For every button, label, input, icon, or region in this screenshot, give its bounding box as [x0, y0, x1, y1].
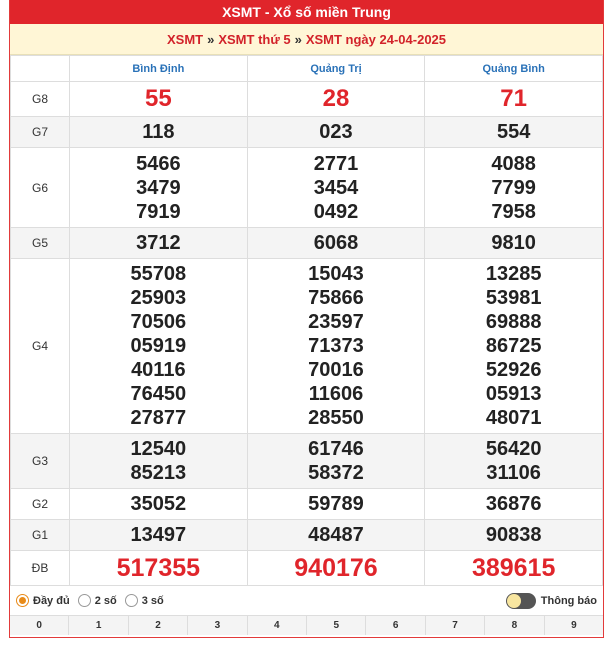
- prize-number: 55: [144, 85, 172, 112]
- prize-number: 023: [319, 121, 353, 143]
- radio-full[interactable]: [16, 594, 70, 607]
- province-header[interactable]: Bình Định: [70, 56, 248, 82]
- prize-cell: [425, 551, 603, 586]
- results-panel: [9, 0, 604, 638]
- prize-cell: [70, 228, 248, 259]
- prize-cell: [247, 434, 425, 489]
- province-header[interactable]: Quảng Bình: [425, 56, 603, 82]
- prize-label: G7: [11, 117, 70, 148]
- province-header-row: [11, 56, 603, 82]
- prize-cell: [425, 489, 603, 520]
- prize-number: 15043: [308, 263, 364, 285]
- prize-number: 7919: [136, 200, 181, 223]
- digit-filter-5[interactable]: 5: [307, 616, 366, 635]
- radio-dot-icon: [125, 594, 138, 607]
- prize-number: 7958: [491, 200, 536, 223]
- prize-number: 517355: [116, 554, 201, 582]
- prize-number: 56420: [485, 438, 542, 460]
- prize-number: 9810: [491, 232, 536, 254]
- radio-3-digits[interactable]: [125, 594, 164, 607]
- prize-number: 05919: [130, 335, 187, 357]
- prize-label: G2: [11, 489, 70, 520]
- prize-row: [11, 520, 603, 551]
- prize-number: 13285: [485, 263, 542, 285]
- prize-label: G5: [11, 228, 70, 259]
- digit-filter-7[interactable]: 7: [426, 616, 485, 635]
- prize-number: 36876: [485, 493, 542, 515]
- radio-label: Đầy đủ: [33, 594, 70, 607]
- prize-number: 118: [142, 121, 175, 143]
- prize-number: 70506: [130, 311, 187, 333]
- prize-cell: [425, 434, 603, 489]
- prize-cell: [247, 82, 425, 117]
- prize-number: 69888: [485, 311, 542, 333]
- prize-number: 6068: [313, 232, 359, 254]
- breadcrumb-xsmt-thu5[interactable]: XSMT thứ 5: [218, 32, 291, 47]
- prize-number: 389615: [471, 554, 556, 582]
- breadcrumb: [10, 24, 603, 55]
- prize-cell: [70, 551, 248, 586]
- prize-label: ĐB: [11, 551, 70, 586]
- prize-number: 90838: [485, 524, 542, 546]
- prize-number: 59789: [308, 493, 364, 515]
- empty-header-cell: [11, 56, 70, 82]
- radio-label: 3 số: [141, 594, 164, 607]
- prize-cell: [425, 259, 603, 434]
- prize-number: 3479: [136, 176, 181, 199]
- prize-number: 55708: [130, 263, 187, 285]
- prize-cell: [425, 117, 603, 148]
- radio-dot-icon: [78, 594, 91, 607]
- prize-cell: [425, 520, 603, 551]
- digit-filter-9[interactable]: 9: [545, 616, 603, 635]
- prize-cell: [247, 551, 425, 586]
- prize-number: 35052: [130, 493, 187, 515]
- prize-cell: [70, 82, 248, 117]
- page-title: XSMT - Xổ số miền Trung: [10, 0, 603, 24]
- prize-number: 05913: [485, 383, 542, 405]
- prize-number: 27877: [130, 407, 187, 429]
- prize-number: 25903: [130, 287, 187, 309]
- prize-number: 53981: [485, 287, 542, 309]
- digit-filter-6[interactable]: 6: [366, 616, 425, 635]
- prize-number: 71373: [308, 335, 364, 357]
- digit-filter-0[interactable]: 0: [10, 616, 69, 635]
- prize-row: [11, 434, 603, 489]
- prize-number: 940176: [294, 554, 378, 582]
- prize-number: 75866: [308, 287, 364, 309]
- prize-cell: [70, 434, 248, 489]
- prize-number: 11606: [308, 383, 364, 405]
- prize-number: 52926: [485, 359, 542, 381]
- prize-number: 58372: [308, 462, 364, 484]
- prize-label: G3: [11, 434, 70, 489]
- prize-row: [11, 259, 603, 434]
- prize-row: [11, 228, 603, 259]
- toggle-label: Thông báo: [540, 595, 597, 607]
- prize-cell: [247, 259, 425, 434]
- prize-cell: [70, 148, 248, 228]
- prize-label: G6: [11, 148, 70, 228]
- prize-number: 28550: [308, 407, 364, 429]
- digit-filter-3[interactable]: 3: [188, 616, 247, 635]
- prize-number: 554: [496, 121, 531, 143]
- prize-number: 48071: [485, 407, 542, 429]
- prize-number: 48487: [308, 524, 364, 546]
- prize-cell: [70, 259, 248, 434]
- prize-number: 76450: [130, 383, 187, 405]
- prize-cell: [425, 82, 603, 117]
- breadcrumb-xsmt-date[interactable]: XSMT ngày 24-04-2025: [305, 32, 447, 47]
- radio-label: 2 số: [94, 594, 117, 607]
- prize-number: 13497: [130, 524, 187, 546]
- toggle-switch-icon[interactable]: [506, 593, 536, 609]
- prize-cell: [70, 489, 248, 520]
- results-table: [10, 55, 603, 586]
- prize-label: G1: [11, 520, 70, 551]
- prize-row: [11, 117, 603, 148]
- breadcrumb-xsmt[interactable]: XSMT: [166, 32, 204, 47]
- prize-number: 70016: [308, 359, 364, 381]
- prize-cell: [247, 117, 425, 148]
- prize-number: 40116: [131, 359, 186, 381]
- prize-cell: [70, 520, 248, 551]
- digit-filter-1[interactable]: 1: [69, 616, 128, 635]
- prize-number: 7799: [491, 176, 536, 199]
- prize-label: G8: [11, 82, 70, 117]
- prize-number: 71: [500, 85, 527, 112]
- digit-filter-2[interactable]: 2: [129, 616, 188, 635]
- prize-number: 23597: [308, 311, 364, 333]
- radio-2-digits[interactable]: [78, 594, 117, 607]
- prize-row: [11, 551, 603, 586]
- prize-cell: [247, 228, 425, 259]
- digit-filter-bar: [10, 616, 603, 635]
- prize-number: 3454: [313, 176, 359, 199]
- prize-number: 3712: [136, 232, 181, 254]
- province-header[interactable]: Quảng Trị: [247, 56, 425, 82]
- digit-filter-8[interactable]: 8: [485, 616, 544, 635]
- prize-row: [11, 82, 603, 117]
- prize-cell: [247, 520, 425, 551]
- prize-row: [11, 148, 603, 228]
- prize-number: 5466: [136, 152, 181, 175]
- breadcrumb-separator: »: [294, 32, 302, 47]
- prize-number: 86725: [485, 335, 542, 357]
- prize-number: 28: [322, 85, 350, 112]
- radio-dot-icon: [16, 594, 29, 607]
- prize-cell: [425, 228, 603, 259]
- prize-cell: [247, 148, 425, 228]
- notification-toggle-group[interactable]: [506, 593, 597, 609]
- prize-number: 2771: [313, 152, 359, 175]
- prize-number: 31106: [486, 462, 541, 484]
- prize-number: 85213: [130, 462, 187, 484]
- prize-number: 4088: [491, 152, 536, 175]
- prize-number: 61746: [308, 438, 364, 460]
- prize-number: 0492: [313, 200, 359, 223]
- display-controls: [10, 586, 603, 616]
- breadcrumb-separator: »: [207, 32, 215, 47]
- prize-row: [11, 489, 603, 520]
- prize-number: 12540: [130, 438, 187, 460]
- prize-cell: [425, 148, 603, 228]
- prize-cell: [247, 489, 425, 520]
- digit-filter-4[interactable]: 4: [248, 616, 307, 635]
- prize-label: G4: [11, 259, 70, 434]
- prize-cell: [70, 117, 248, 148]
